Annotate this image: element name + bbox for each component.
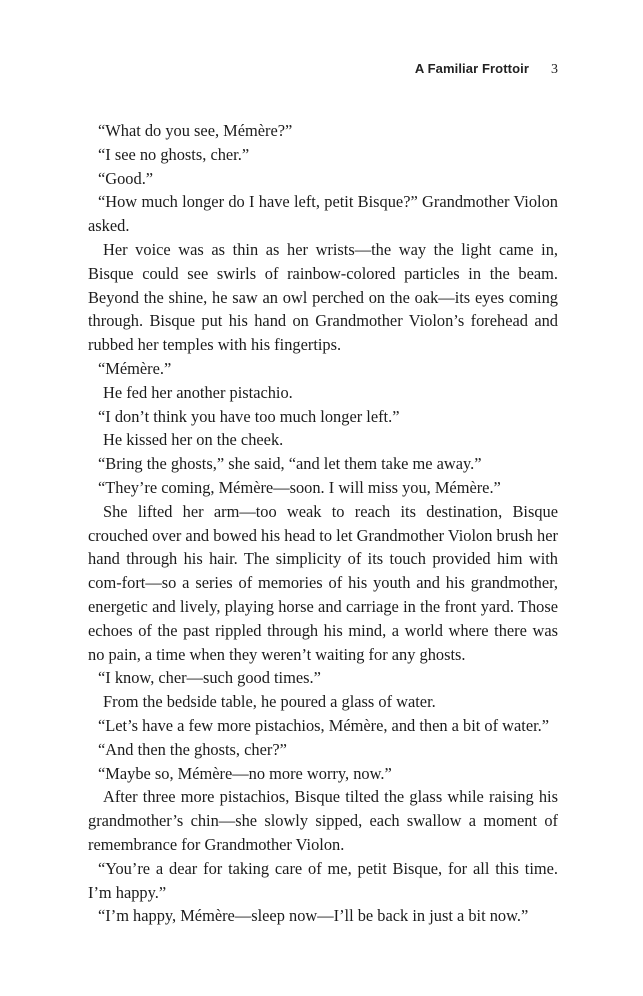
paragraph: “I’m happy, Mémère—sleep now—I’ll be back in just a bit now.” xyxy=(98,906,529,926)
paragraph: From the bedside table, he poured a glass of water. xyxy=(103,692,436,712)
paragraph: “Bring the ghosts,” she said, “and let them take me away.” xyxy=(98,454,482,474)
chapter-title: A Familiar Frottoir xyxy=(414,61,529,76)
paragraph: After three more pistachios, Bisque tilted the glass while raising his grandmother’s chin—she slowly sipped, each swallow a moment of remembrance for Grandmother Violon. xyxy=(88,787,558,854)
paragraph: “Mémère.” xyxy=(98,358,172,378)
paragraph: He fed her another pistachio. xyxy=(103,382,293,402)
paragraph: “What do you see, Mémère?” xyxy=(98,121,293,140)
paragraph: “You’re a dear for taking care of me, petit Bisque, for all this time. I’m happy.” xyxy=(88,858,558,902)
paragraph: “How much longer do I have left, petit Bisque?” Grandmother Violon asked. xyxy=(88,192,558,236)
paragraph: “Let’s have a few more pistachios, Mémère, and then a bit of water.” xyxy=(98,715,550,735)
paragraph: “They’re coming, Mémère—soon. I will miss you, Mémère.” xyxy=(98,477,501,497)
paragraph: “Maybe so, Mémère—no more worry, now.” xyxy=(98,763,392,783)
paragraph: She lifted her arm—too weak to reach its destination, Bisque crouched over and bowed his head to let Grandmother Violon brush her hand through his hair. The simplicity of its touch provided him with com-fort—so a series of memories of his youth and his grandmother, energetic and lively, playing horse and carriage in the front yard. Those echoes of the past rippled through his mind, a world where there was no pain, a time when they weren’t waiting for any ghosts. xyxy=(88,501,558,664)
paragraph: “I don’t think you have too much longer left.” xyxy=(98,406,400,426)
page-number: 3 xyxy=(551,62,558,77)
paragraph: “I see no ghosts, cher.” xyxy=(98,144,250,164)
paragraph: “I know, cher—such good times.” xyxy=(98,668,321,688)
running-head xyxy=(415,61,558,78)
paragraph: He kissed her on the cheek. xyxy=(103,430,284,450)
paragraph: Her voice was as thin as her wrists—the way the light came in, Bisque could see swirls of rainbow-colored particles in the beam. Beyond the shine, he saw an owl perched on the oak—its eyes coming through. Bisque put his hand on Grandmother Violon’s forehead and rubbed her temples with his fingertips. xyxy=(88,239,558,355)
paragraph: “Good.” xyxy=(98,168,154,188)
paragraph: “And then the ghosts, cher?” xyxy=(98,739,287,759)
body-text xyxy=(88,119,558,928)
